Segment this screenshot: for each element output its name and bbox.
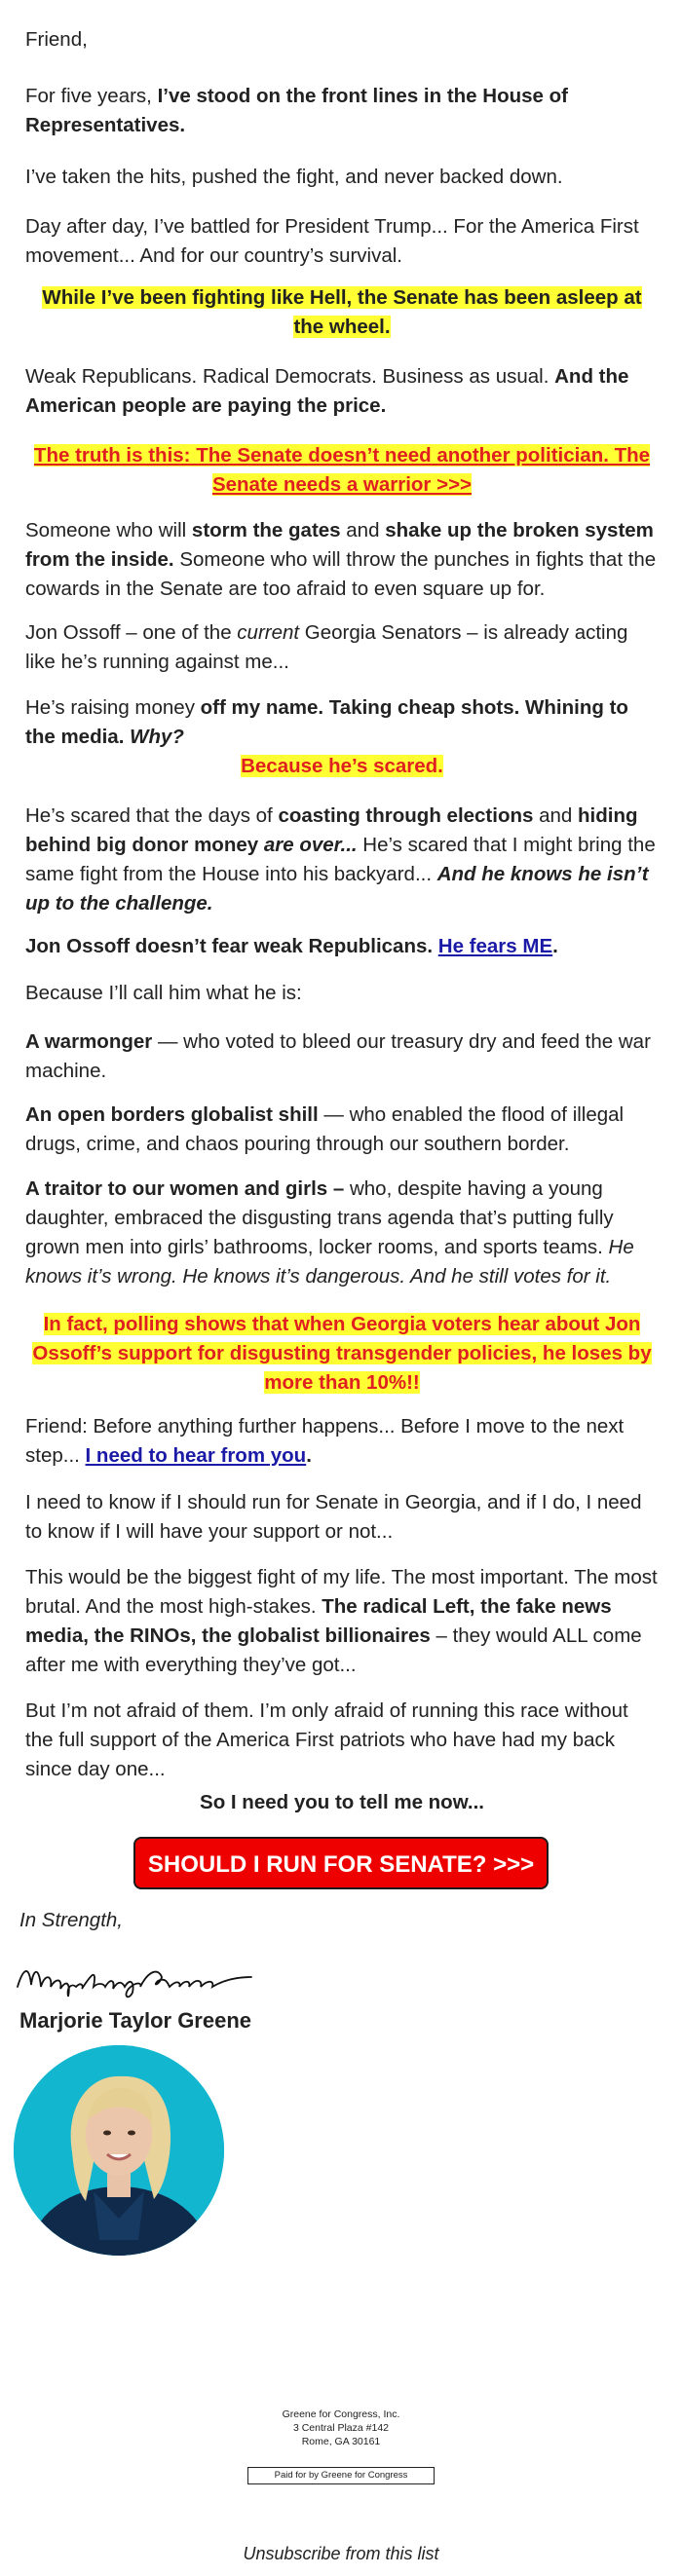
footer-address [0,2408,682,2448]
text: Weak Republicans. Radical Democrats. Business as usual. [25,365,555,388]
italic-text: He knows it’s wrong. He knows it’s dangerous. And he still votes for it. [25,1236,634,1288]
text: Jon Ossoff – one of the [25,621,238,644]
signer-name: Marjorie Taylor Greene [19,2008,252,2033]
paragraph-ossoff [25,618,659,677]
text: For five years, [25,85,158,107]
signature-image [14,1948,257,2006]
footer-line: 3 Central Plaza #142 [292,2422,390,2434]
paragraph-weak-republicans [25,362,659,421]
text: He’s scared that the days of [25,804,279,827]
candidate-photo [14,2045,224,2256]
bold-text: . [552,935,558,957]
footer-line: Greene for Congress, Inc. [282,2408,400,2420]
senate-warrior-link[interactable]: The truth is this: The Senate doesn’t need another politician. The Senate needs a warrior >>> [33,444,651,496]
unsubscribe-link[interactable]: Unsubscribe from this list [243,2544,439,2563]
bold-text: A warmonger [25,1030,153,1053]
footer-line: Rome, GA 30161 [301,2436,381,2447]
bold-text: Jon Ossoff doesn’t fear weak Republicans. [25,935,438,957]
paragraph-taken-hits: I’ve taken the hits, pushed the fight, and never backed down. [25,166,563,188]
bold-text: And the American people are paying the price. [25,365,629,417]
he-fears-me-link[interactable]: He fears ME [437,935,553,957]
run-for-senate-button[interactable]: SHOULD I RUN FOR SENATE? >>> [133,1837,549,1889]
highlight-senate-asleep [25,283,659,342]
bold-text: storm the gates [191,519,341,541]
paragraph-call-him: Because I’ll call him what he is: [25,982,302,1004]
text: He’s raising money [25,696,201,719]
senate-warrior-link-paragraph [25,441,659,500]
text: He’s scared that I might bring the same fight from the House into his backyard... [25,834,656,885]
paragraph-traitor [25,1175,659,1291]
bold-text: hiding behind big donor money [25,804,638,856]
text: who, despite having a young daughter, embraced the disgusting trans agenda that’s putting fully grown men into girls’ bathrooms, locker rooms, and sports teams. [25,1177,614,1258]
text: Friend: Before anything further happens... Before I move to the next step... [25,1415,625,1467]
paragraph-front-lines [25,82,659,140]
bold-italic-text: Why? [130,726,184,748]
bold-text: . [306,1444,312,1467]
bold-italic-text: are over... [263,834,358,856]
hear-from-you-link[interactable]: I need to hear from you [85,1444,307,1467]
bold-text: I’ve stood on the front lines in the House of Representatives. [25,85,568,136]
text: and [533,804,579,827]
paragraph-fears-me [25,932,659,961]
bold-text: An open borders globalist shill [25,1103,319,1126]
paragraph-biggest-fight [25,1563,659,1680]
highlight-text: Because he’s scared. [241,755,443,777]
bold-text: shake up the broken system from the inside. [25,519,654,571]
bold-text: A traitor to our women and girls – [25,1177,345,1200]
greeting: Friend, [25,28,88,51]
paragraph-globalist [25,1101,659,1159]
paragraph-storm-gates [25,516,659,604]
closing-text: In Strength, [19,1909,123,1931]
paragraph-need-to-know: I need to know if I should run for Senate in Georgia, and if I do, I need to know if I will have your support or not... [25,1491,642,1543]
text: – they would ALL come after me with everything they’ve got... [25,1624,642,1676]
paragraph-hear-from-you [25,1412,659,1471]
paragraph-raising-money [25,693,659,752]
paragraph-not-afraid: But I’m not afraid of them. I’m only afraid of running this race without the full support of the America First patriots who have had my back since day one... [25,1699,628,1780]
italic-text: current [237,621,300,644]
text: Georgia Senators – is already acting like he’s running against me... [25,621,628,673]
text: and [340,519,386,541]
highlight-text: While I’ve been fighting like Hell, the Senate has been asleep at the wheel. [42,286,642,338]
bold-text: coasting through elections [278,804,534,827]
bold-italic-text: And he knows he isn’t up to the challenge. [25,863,649,915]
text: Someone who will [25,519,192,541]
highlight-polling [25,1310,659,1398]
bold-text: off my name. Taking cheap shots. Whining to the media. [25,696,628,748]
text: — who enabled the flood of illegal drugs, crime, and chaos pouring through our southern border. [25,1103,625,1155]
text: This would be the biggest fight of my life. The most important. The most brutal. And the most high-stakes. [25,1566,658,1618]
bold-text: The radical Left, the fake news media, the RINOs, the globalist billionaires [25,1595,612,1647]
text: — who voted to bleed our treasury dry and feed the war machine. [25,1030,651,1082]
paragraph-coasting [25,802,659,918]
paid-for-by-box: Paid for by Greene for Congress [247,2467,435,2484]
paragraph-battled: Day after day, I’ve battled for President Trump... For the America First movement... And for our country’s survival. [25,215,639,267]
paragraph-tell-me-now: So I need you to tell me now... [200,1791,484,1813]
highlight-text: In fact, polling shows that when Georgia voters hear about Jon Ossoff’s support for disgusting transgender policies, he loses by more than 10%!! [32,1313,652,1394]
text: Someone who will throw the punches in fights that the cowards in the Senate are too afraid to even square up for. [25,548,657,600]
paragraph-warmonger [25,1027,659,1086]
highlight-scared [25,752,659,781]
